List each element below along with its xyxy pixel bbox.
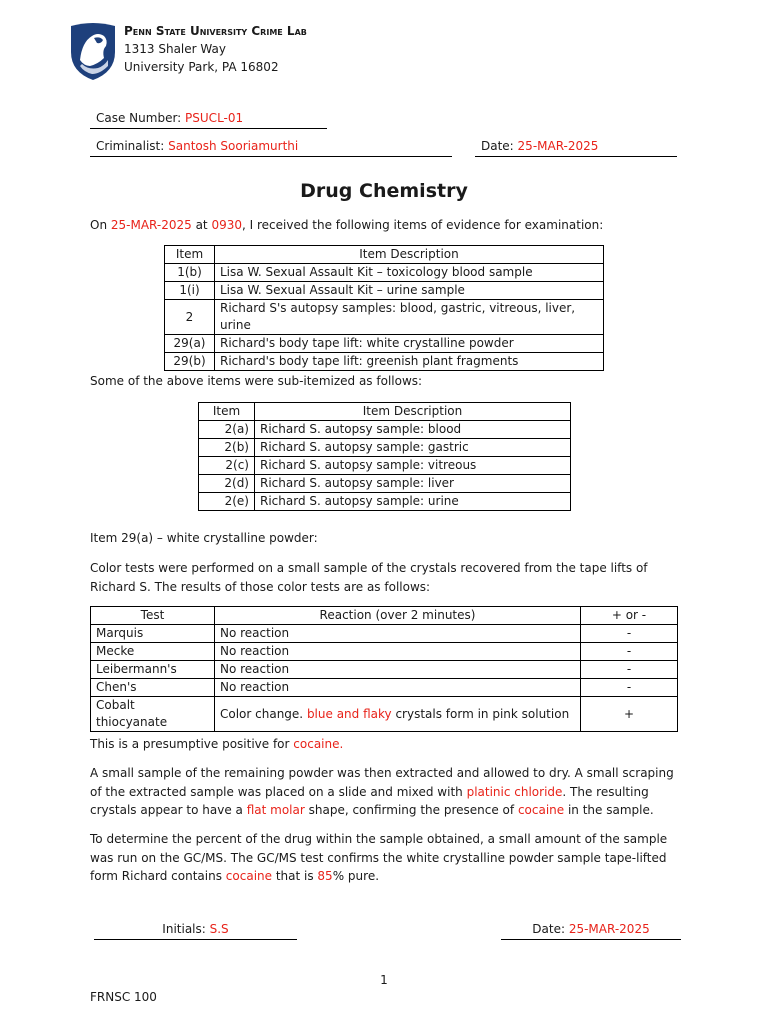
item-cell: 29(a) [165,335,215,353]
initials-value: S.S [209,922,229,936]
item-cell: 2(e) [199,493,255,511]
color-tests-table [90,606,678,732]
table-row [91,643,678,661]
item-cell: 2(a) [199,421,255,439]
test-cell: Leibermann's [91,661,215,679]
test-cell: Marquis [91,625,215,643]
reaction-highlight: blue and flaky [306,706,392,721]
column-header: + or - [581,607,678,625]
reaction-text-1: Color change. [220,706,307,721]
table-row [91,625,678,643]
description-cell: Richard S. autopsy sample: vitreous [255,457,571,475]
intro-text-3: , I received the following items of evidence for examination: [242,218,604,232]
lab-address-line1: 1313 Shaler Way [124,42,226,56]
purity-percent: 85 [317,869,333,883]
gcms-text-1: To determine the percent of the drug within the sample obtained, a small amount of the sample was run on the GC/MS. The GC/MS test confirms the white crystalline powder sample tape-lifted form Richard contains [90,832,668,883]
reaction-cell: No reaction [215,679,581,697]
table-row [199,493,571,511]
table-header-row [91,607,678,625]
test-cell: Mecke [91,643,215,661]
result-cell: - [581,679,678,697]
item-cell: 1(i) [165,282,215,300]
case-number-field [90,109,327,129]
column-header: Item [199,403,255,421]
table-row [199,475,571,493]
signoff-date-value: 25-MAR-2025 [568,922,650,936]
platinic-text-2: . The resulting crystals appear to have a [90,784,649,817]
reaction-cell: No reaction [215,661,581,679]
item-cell: 2 [165,300,215,335]
item-cell: 1(b) [165,264,215,282]
test-cell: Chen's [91,679,215,697]
description-cell: Richard S. autopsy sample: gastric [255,439,571,457]
table-row [199,439,571,457]
column-header: Reaction (over 2 minutes) [215,607,581,625]
item-cell: 29(b) [165,353,215,371]
date-label: Date: [481,139,518,153]
table-row [165,264,604,282]
result-cell: - [581,643,678,661]
table-row [91,661,678,679]
case-number-label: Case Number: [96,111,186,125]
footer-course: FRNSC 100 [90,990,157,1004]
presumptive-drug: cocaine. [293,737,344,751]
table-header-row [165,246,604,264]
description-cell: Richard S's autopsy samples: blood, gastric, vitreous, liver, urine [215,300,604,335]
platinic-text-1: A small sample of the remaining powder was then extracted and allowed to dry. A small scraping of the extracted sample was placed on a slide and mixed with [90,766,674,799]
color-tests-paragraph: Color tests were performed on a small sample of the crystals recovered from the tape lifts of Richard S. The results of those color tests are as follows: [90,561,648,594]
page-number: 1 [380,973,388,987]
criminalist-field [90,137,452,157]
table-row [165,300,604,335]
case-number-value: PSUCL-01 [185,111,244,125]
reaction-text-2: crystals form in pink solution [391,706,570,721]
crystal-shape: flat molar [246,803,305,817]
platinic-drug: cocaine [517,803,565,817]
intro-text-2: at [191,218,212,232]
table-row [165,335,604,353]
gcms-drug: cocaine [225,869,273,883]
gcms-text-2: that is [272,869,318,883]
description-cell: Richard S. autopsy sample: blood [255,421,571,439]
description-cell: Lisa W. Sexual Assault Kit – toxicology blood sample [215,264,604,282]
platinic-text-4: in the sample. [564,803,654,817]
reaction-cell [215,697,581,732]
item-29a-heading: Item 29(a) – white crystalline powder: [90,531,318,545]
initials-label: Initials: [162,922,210,936]
table-row [91,697,678,732]
criminalist-label: Criminalist: [96,139,169,153]
intro-paragraph [90,216,680,235]
table-header-row [199,403,571,421]
date-field [475,137,677,157]
platinic-paragraph [90,764,680,820]
evidence-items-table [164,245,604,371]
sub-itemized-text: Some of the above items were sub-itemized as follows: [90,374,423,388]
column-header: Item Description [215,246,604,264]
criminalist-value: Santosh Sooriamurthi [168,139,299,153]
result-cell: - [581,625,678,643]
lab-header [68,20,307,82]
description-cell: Richard's body tape lift: greenish plant fragments [215,353,604,371]
description-cell: Richard's body tape lift: white crystalline powder [215,335,604,353]
penn-state-shield-logo-icon [68,20,118,82]
presumptive-paragraph [90,735,680,754]
description-cell: Richard S. autopsy sample: liver [255,475,571,493]
description-cell: Lisa W. Sexual Assault Kit – urine sample [215,282,604,300]
description-cell: Richard S. autopsy sample: urine [255,493,571,511]
table-row [91,679,678,697]
test-cell: Cobalt thiocyanate [91,697,215,732]
table-row [165,282,604,300]
lab-address-line2: University Park, PA 16802 [124,60,279,74]
intro-date: 25-MAR-2025 [110,218,192,232]
date-value: 25-MAR-2025 [517,139,599,153]
column-header: Test [91,607,215,625]
intro-time: 0930 [211,218,242,232]
item-cell: 2(d) [199,475,255,493]
gcms-text-3: % pure. [332,869,380,883]
table-row [165,353,604,371]
signoff-date-label: Date: [532,922,569,936]
signoff-date-field [501,920,681,940]
result-cell: + [581,697,678,732]
presumptive-text: This is a presumptive positive for [90,737,294,751]
platinic-text-3: shape, confirming the presence of [304,803,518,817]
item-cell: 2(b) [199,439,255,457]
lab-name: Penn State University Crime Lab [124,24,307,38]
page-title: Drug Chemistry [300,180,468,202]
column-header: Item [165,246,215,264]
intro-text-1: On [90,218,111,232]
gcms-paragraph [90,830,680,886]
table-row [199,457,571,475]
table-row [199,421,571,439]
platinic-reagent: platinic chloride [466,784,563,799]
result-cell: - [581,661,678,679]
item-cell: 2(c) [199,457,255,475]
sub-items-table [198,402,571,511]
initials-field [94,920,297,940]
reaction-cell: No reaction [215,643,581,661]
reaction-cell: No reaction [215,625,581,643]
column-header: Item Description [255,403,571,421]
